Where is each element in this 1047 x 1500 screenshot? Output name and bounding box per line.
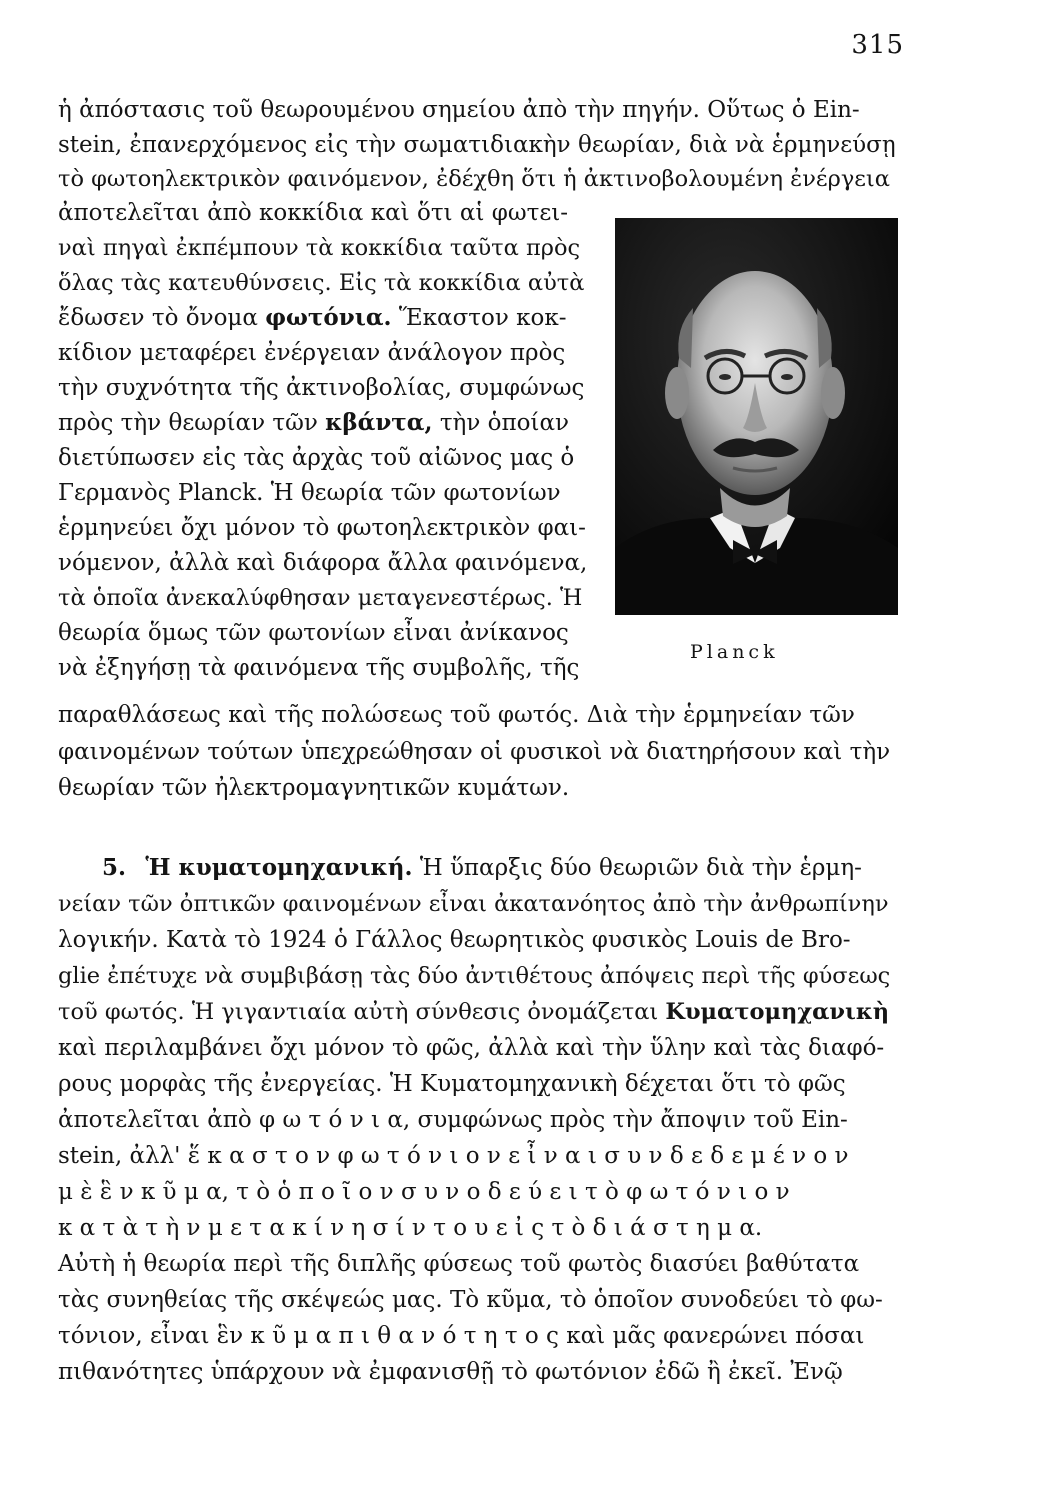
text-line: ἀποτελεῖται ἀπὸ φ ω τ ό ν ι α, συμφώνως πρὸς τὴν ἄποψιν τοῦ Ein- — [58, 1107, 848, 1133]
text-line: ἑρμηνεύει ὄχι μόνον τὸ φωτοηλεκτρικὸν φαι- — [58, 515, 586, 541]
text-line: ἀποτελεῖται ἀπὸ κοκκίδια καὶ ὅτι αἱ φωτει- — [58, 200, 569, 226]
text-line: νόμενον, ἀλλὰ καὶ διάφορα ἄλλα φαινόμενα, — [58, 550, 588, 576]
text-line: θεωρίαν τῶν ἠλεκτρομαγνητικῶν κυμάτων. — [58, 775, 570, 801]
text-line — [58, 408, 569, 438]
text-line: ναὶ πηγαὶ ἐκπέμπουν τὰ κοκκίδια ταῦτα πρὸς — [58, 235, 581, 261]
text-line — [58, 997, 889, 1027]
text-line: τὰ ὁποῖα ἀνεκαλύφθησαν μεταγενεστέρως. Ἡ — [58, 585, 583, 611]
text-span: τὴν ὁποίαν — [439, 410, 569, 436]
term-photonia: φωτόνια. — [265, 304, 392, 331]
text-line: τόνιον, εἶναι ἓν κ ῦ μ α π ι θ α ν ό τ η τ ο ς καὶ μᾶς φανερώνει πόσαι — [58, 1323, 865, 1349]
text-line: ὅλας τὰς κατευθύνσεις. Εἰς τὰ κοκκίδια αὐτὰ — [58, 270, 585, 296]
text-line: Γερμανὸς Planck. Ἡ θεωρία τῶν φωτονίων — [58, 480, 561, 506]
text-line: τὸ φωτοηλεκτρικὸν φαινόμενον, ἐδέχθη ὅτι ἡ ἀκτινοβολουμένη ἐνέργεια — [58, 166, 890, 192]
text-line: νὰ ἐξηγήσῃ τὰ φαινόμενα τῆς συμβολῆς, τῆς — [58, 655, 580, 681]
term-kvanta: κβάντα, — [325, 409, 433, 436]
text-span: ἔδωσεν τὸ ὄνομα — [58, 305, 258, 331]
section-heading-line — [102, 853, 862, 883]
text-line: φαινομένων τούτων ὑπεχρεώθησαν οἱ φυσικοὶ νὰ διατηρήσουν καὶ τὴν — [58, 739, 891, 765]
text-line: νείαν τῶν ὀπτικῶν φαινομένων εἶναι ἀκατανόητος ἀπὸ τὴν ἀνθρωπίνην — [58, 891, 889, 917]
text-line: λογικήν. Κατὰ τὸ 1924 ὁ Γάλλος θεωρητικὸς φυσικὸς Louis de Bro- — [58, 927, 851, 953]
text-span: πρὸς τὴν θεωρίαν τῶν — [58, 410, 318, 436]
text-line: τὴν συχνότητα τῆς ἀκτινοβολίας, συμφώνως — [58, 375, 585, 401]
text-line: τὰς συνηθείας τῆς σκέψεώς μας. Τὸ κῦμα, τὸ ὁποῖον συνοδεύει τὸ φω- — [58, 1287, 883, 1313]
text-line — [58, 303, 567, 333]
figure-caption: Planck — [690, 641, 779, 663]
text-line: stein, ἐπανερχόμενος εἰς τὴν σωματιδιακὴν θεωρίαν, διὰ νὰ ἑρμηνεύσῃ — [58, 132, 896, 158]
text-span: τοῦ φωτός. Ἡ γιγαντιαία αὐτὴ σύνθεσις ὀνομάζεται — [58, 999, 659, 1025]
text-line: Αὐτὴ ἡ θεωρία περὶ τῆς διπλῆς φύσεως τοῦ φωτὸς διασύει βαθύτατα — [58, 1251, 860, 1277]
text-span: Ἕκαστον κοκ- — [398, 305, 567, 331]
text-line: θεωρία ὅμως τῶν φωτονίων εἶναι ἀνίκανος — [58, 620, 569, 646]
text-line: ἡ ἀπόστασις τοῦ θεωρουμένου σημείου ἀπὸ τὴν πηγήν. Οὕτως ὁ Ein- — [58, 97, 860, 123]
planck-portrait-image — [615, 218, 898, 615]
portrait-drawing — [615, 218, 898, 615]
text-line: κίδιον μεταφέρει ἐνέργειαν ἀνάλογον πρὸς — [58, 340, 566, 366]
text-line: πιθανότητες ὑπάρχουν νὰ ἐμφανισθῇ τὸ φωτόνιον ἐδῶ ἢ ἐκεῖ. Ἐνῷ — [58, 1359, 843, 1385]
section-title: Ἡ κυματομηχανική. — [145, 854, 413, 881]
text-span: Ἡ ὕπαρξις δύο θεωριῶν διὰ τὴν ἑρμη- — [419, 855, 862, 881]
text-line: διετύπωσεν εἰς τὰς ἀρχὰς τοῦ αἰῶνος μας ὁ — [58, 445, 575, 471]
text-line: καὶ περιλαμβάνει ὄχι μόνον τὸ φῶς, ἀλλὰ καὶ τὴν ὕλην καὶ τὰς διαφό- — [58, 1035, 885, 1061]
text-line: μ ὲ ἓ ν κ ῦ μ α, τ ὸ ὁ π ο ῖ ο ν σ υ ν ο δ ε ύ ε ι τ ὸ φ ω τ ό ν ι ο ν — [58, 1179, 790, 1205]
term-kymatomichaniki: Κυματομηχανικὴ — [665, 999, 890, 1025]
text-line: κ α τ ὰ τ ὴ ν μ ε τ α κ ί ν η σ ί ν τ ο υ ε ἰ ς τ ὸ δ ι ά σ τ η μ α. — [58, 1215, 763, 1241]
text-line: ρους μορφὰς τῆς ἐνεργείας. Ἡ Κυματομηχανικὴ δέχεται ὅτι τὸ φῶς — [58, 1071, 846, 1097]
text-line: stein, ἀλλ' ἕ κ α σ τ ο ν φ ω τ ό ν ι ο ν ε ἶ ν α ι σ υ ν δ ε δ ε μ έ ν ο ν — [58, 1143, 849, 1169]
page-number: 315 — [851, 30, 904, 60]
text-line: παραθλάσεως καὶ τῆς πολώσεως τοῦ φωτός. Διὰ τὴν ἑρμηνείαν τῶν — [58, 702, 855, 728]
text-line: glie ἐπέτυχε νὰ συμβιβάσῃ τὰς δύο ἀντιθέτους ἀπόψεις περὶ τῆς φύσεως — [58, 963, 891, 989]
section-number: 5. — [102, 854, 127, 881]
